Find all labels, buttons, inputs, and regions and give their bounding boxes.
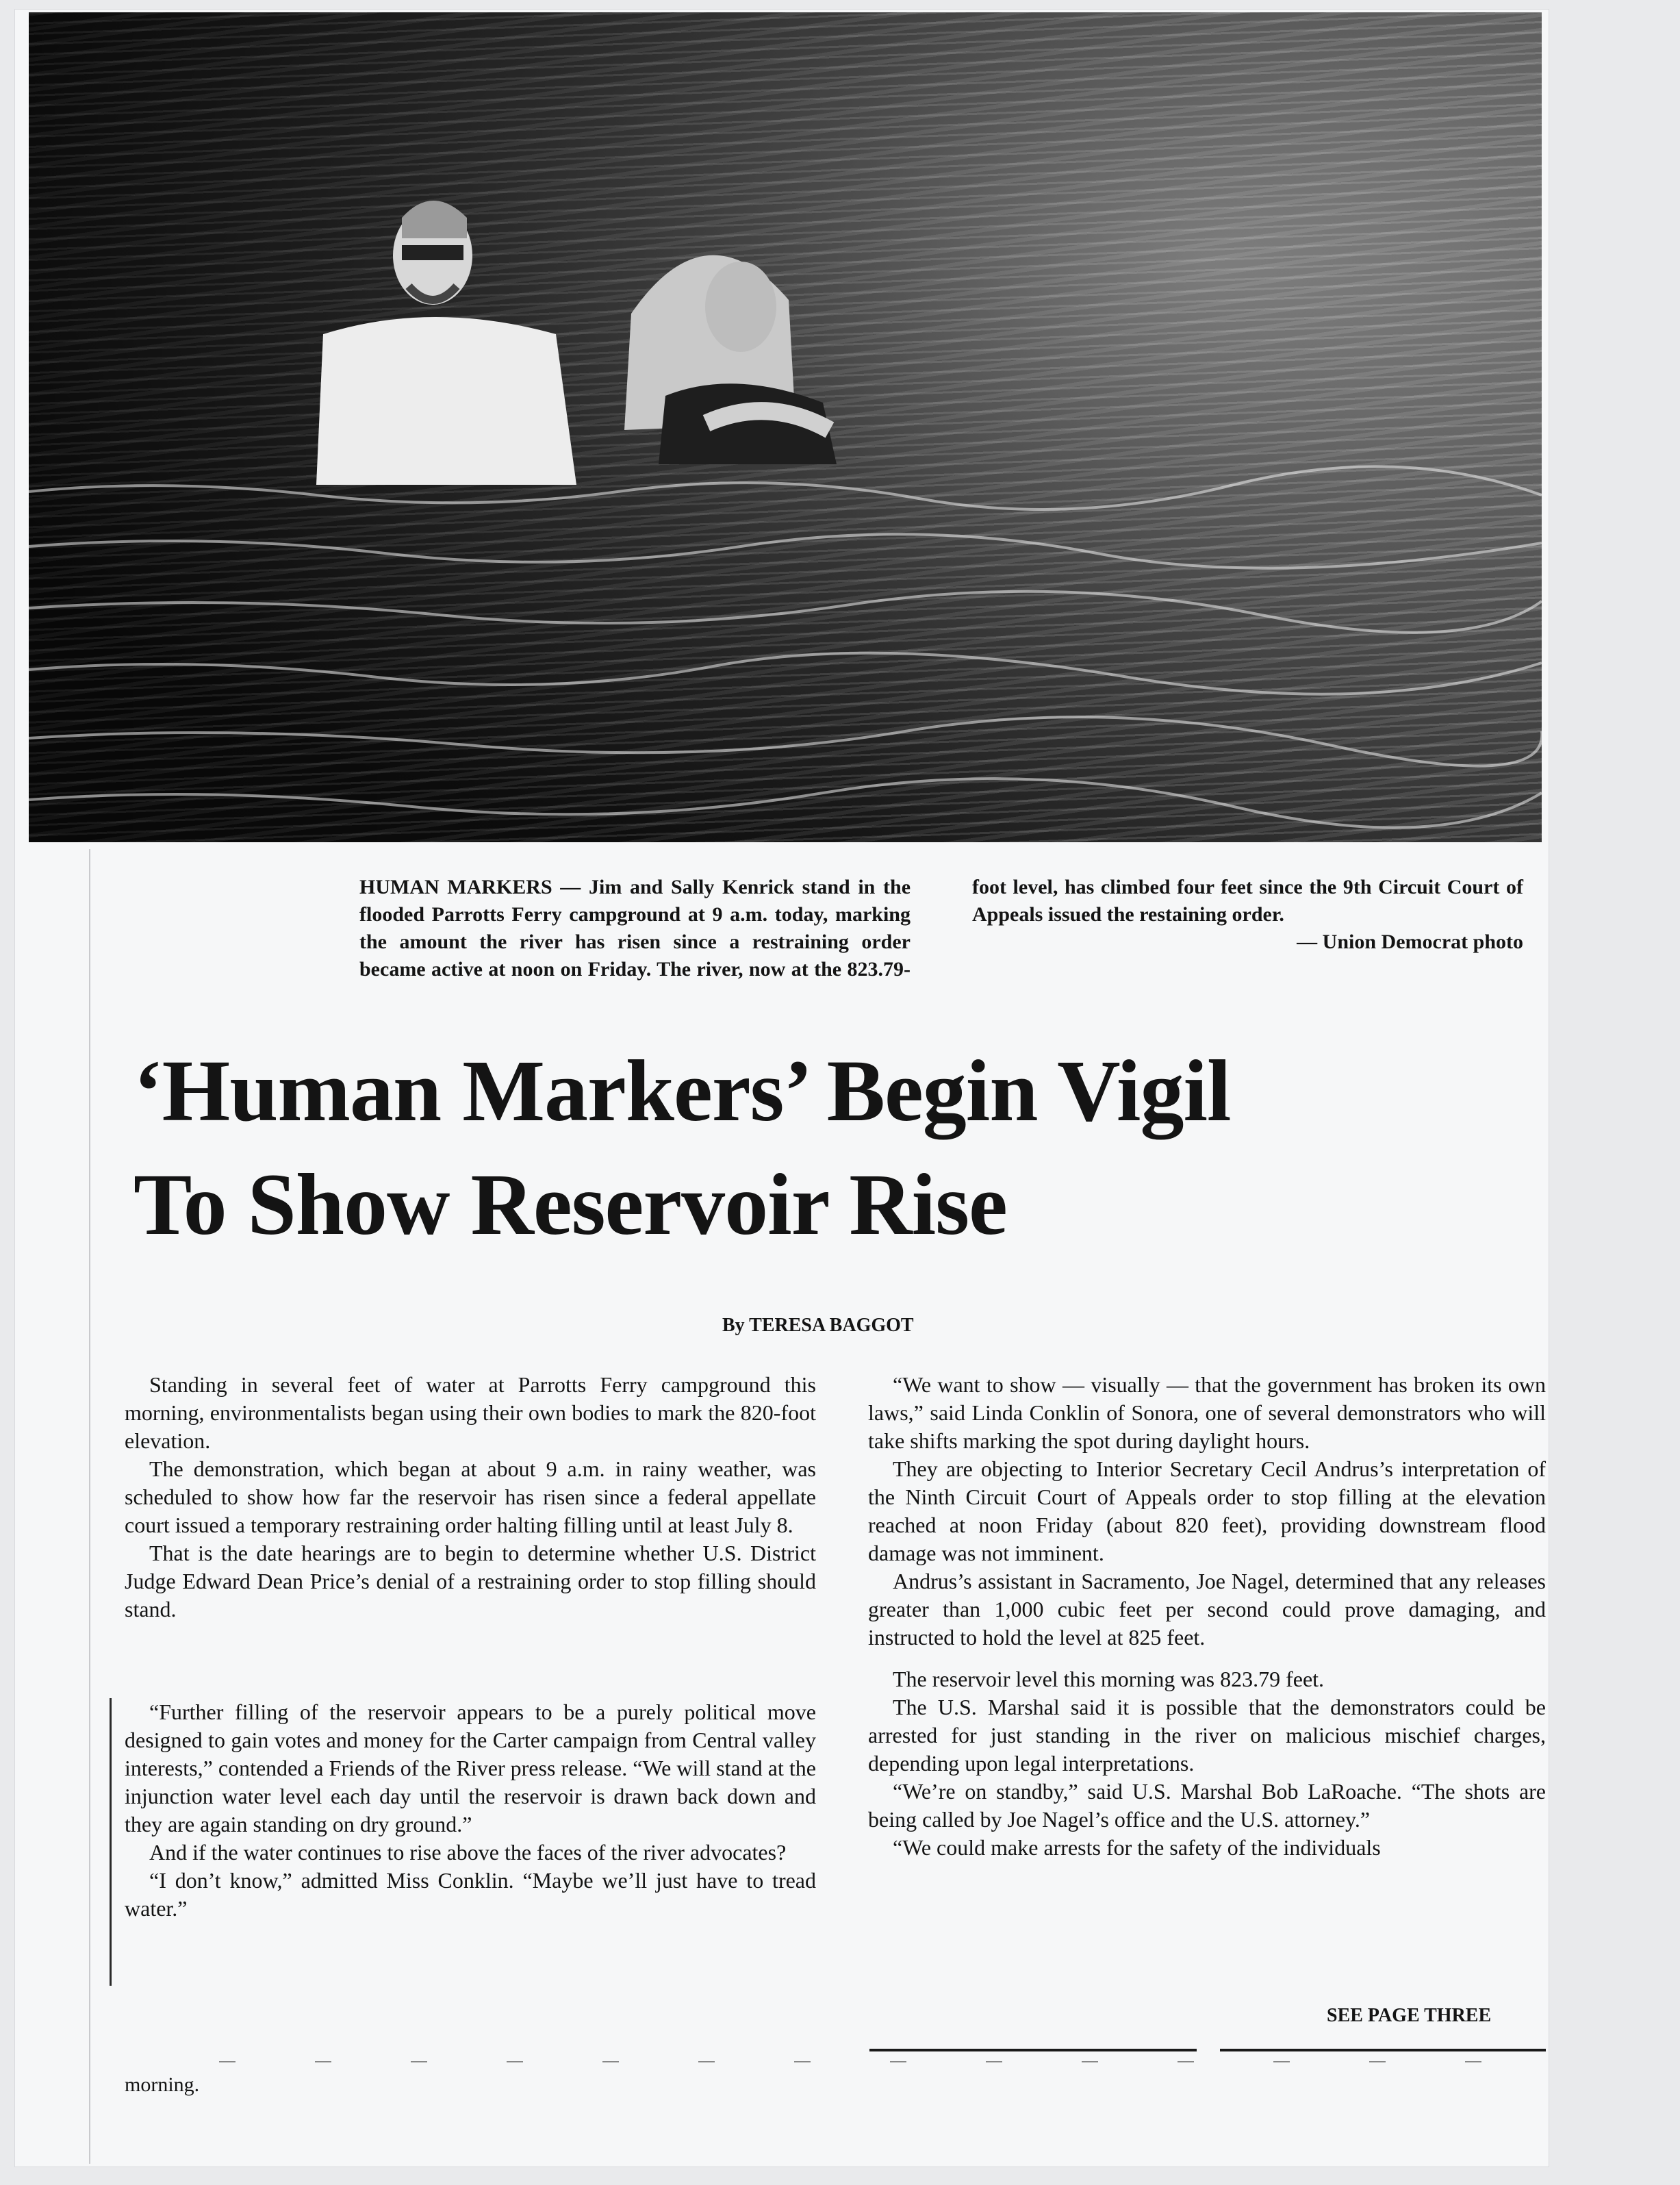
paragraph: “We want to show — visually — that the government has broken its own laws,” said Linda Conklin of Sonora, one of several demonstrators who will take shifts marking the spot during daylight hours. <box>868 1372 1546 1453</box>
column-bracket <box>110 1698 112 1986</box>
divider-rule <box>1220 2049 1546 2051</box>
fold-marks <box>219 2061 1520 2062</box>
article-column-right <box>868 1371 1546 1862</box>
article-column-left-top <box>125 1371 816 1624</box>
paragraph: They are objecting to Interior Secretary Cecil Andrus’s interpretation of the Ninth Circuit Court of Appeals order to stop filling at the elevation reached at noon Friday (about 820 feet), providing downstream flood damage was not imminent. <box>868 1456 1546 1565</box>
paragraph: “We’re on standby,” said U.S. Marshal Bob LaRoache. “The shots are being called by Joe Nagel’s office and the U.S. attorney.” <box>868 1779 1546 1832</box>
paragraph: “We could make arrests for the safety of the individuals <box>893 1835 1381 1860</box>
trailing-fragment: morning. <box>125 2073 200 2096</box>
paragraph: The reservoir level this morning was 823.79 feet. <box>893 1667 1325 1691</box>
headline-line-2: To Show Reservoir Rise <box>133 1156 1007 1253</box>
photo-caption <box>359 874 1523 983</box>
paragraph: That is the date hearings are to begin to determine whether U.S. District Judge Edward Dean Price’s denial of a restraining order to stop filling should stand. <box>125 1541 816 1621</box>
paragraph: And if the water continues to rise above the faces of the river advocates? <box>149 1840 787 1865</box>
news-photo <box>29 12 1542 842</box>
caption-lead: HUMAN MARKERS — <box>359 876 581 898</box>
paragraph: The demonstration, which began at about 9 a.m. in rainy weather, was scheduled to show how far the reservoir has risen since a federal appellate court issued a temporary restraining order halting filling until at least July 8. <box>125 1456 816 1537</box>
paragraph: Standing in several feet of water at Parrotts Ferry campground this morning, environmentalists began using their own bodies to mark the 820-foot elevation. <box>125 1372 816 1453</box>
byline: By TERESA BAGGOT <box>722 1315 914 1336</box>
headline <box>133 1034 1503 1261</box>
paragraph: Andrus’s assistant in Sacramento, Joe Nagel, determined that any releases greater than 1,000 cubic feet per second could prove damaging, and instructed to hold the level at 825 feet. <box>868 1569 1546 1650</box>
paragraph: “Further filling of the reservoir appears to be a purely political move designed to gain votes and money for the Carter campaign from Central valley interests,” contended a Friends of the River press release. “We will stand at the injunction water level each day until the reservoir is drawn back down and they are again standing on dry ground.” <box>125 1700 816 1836</box>
photo-credit: — Union Democrat photo <box>1297 931 1523 953</box>
caption-text: Jim and Sally Kenrick stand in the flooded Parrotts Ferry campground at 9 a.m. today, marking the amount the river has risen since a restraining order became active at noon on Friday. The river, now at the 823.79-foot level, has climbed four feet since the 9th Circuit Court of Appeals issued the restaining order. <box>359 876 1523 981</box>
article-column-left-bottom <box>125 1698 816 1923</box>
paragraph: The U.S. Marshal said it is possible that the demonstrators could be arrested for just standing in the river on malicious mischief charges, depending upon legal interpretations. <box>868 1695 1546 1776</box>
continuation-jump: SEE PAGE THREE <box>1327 2005 1492 2026</box>
divider-rule <box>869 2049 1197 2051</box>
paragraph: “I don’t know,” admitted Miss Conklin. “Maybe we’ll just have to tread water.” <box>125 1868 816 1921</box>
headline-line-1: ‘Human Markers’ Begin Vigil <box>133 1042 1231 1139</box>
